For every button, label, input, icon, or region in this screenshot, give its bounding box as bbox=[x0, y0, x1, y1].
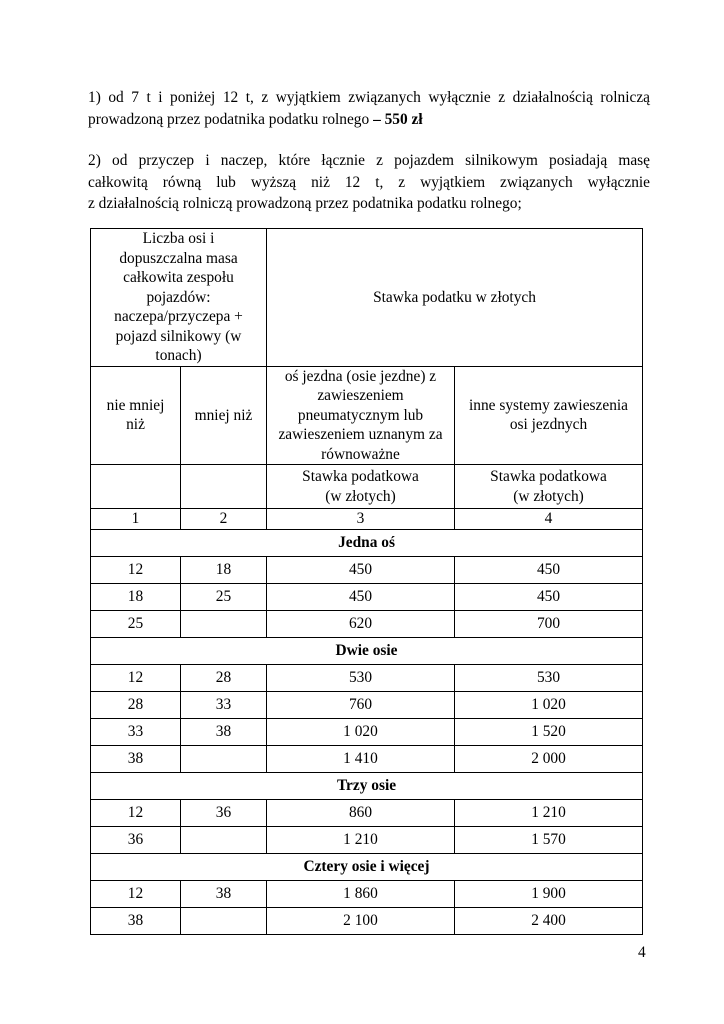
paragraph-2-line-3: z działalnością rolniczą prowadzoną przez podatnika podatku rolnego; bbox=[88, 195, 522, 212]
cell-pneumatic: 1 210 bbox=[267, 826, 455, 853]
column-number: 3 bbox=[267, 509, 455, 530]
cell-pneumatic: 450 bbox=[267, 556, 455, 583]
cell-max: 38 bbox=[181, 718, 267, 745]
column-number: 1 bbox=[91, 509, 181, 530]
cell-pneumatic: 1 860 bbox=[267, 880, 455, 907]
group-header-row bbox=[91, 853, 643, 880]
cell-max: 33 bbox=[181, 691, 267, 718]
paragraph-1 bbox=[88, 87, 650, 130]
cell-other: 1 520 bbox=[455, 718, 643, 745]
mass-header-line: pojazd silnikowy (w bbox=[115, 327, 242, 345]
table-row bbox=[91, 826, 643, 853]
table-row bbox=[91, 799, 643, 826]
pneumatic-header-line: zawieszeniem uznanym za bbox=[278, 426, 443, 443]
cell-max: 38 bbox=[181, 880, 267, 907]
min-header-line: niż bbox=[126, 416, 145, 434]
paragraph-1-amount: – 550 zł bbox=[373, 110, 423, 128]
paragraph-2 bbox=[88, 150, 650, 215]
group-title: Cztery osie i więcej bbox=[91, 853, 643, 880]
cell-pneumatic: 1 410 bbox=[267, 745, 455, 772]
max-header-text: mniej niż bbox=[194, 406, 253, 424]
mass-header-line: tonach) bbox=[155, 347, 202, 364]
column-number: 4 bbox=[455, 509, 643, 530]
min-header-line: nie mniej bbox=[106, 396, 165, 414]
cell-other: 450 bbox=[455, 583, 643, 610]
cell-min: 38 bbox=[91, 745, 181, 772]
cell-min: 28 bbox=[91, 691, 181, 718]
cell-min: 18 bbox=[91, 583, 181, 610]
mass-header-line: dopuszczalna masa bbox=[119, 249, 238, 267]
rate-header-text: Stawka podatku w złotych bbox=[373, 288, 536, 306]
paragraph-1-line-2 bbox=[88, 109, 650, 131]
group-header-row bbox=[91, 529, 643, 556]
pneumatic-header-line: pneumatycznym lub bbox=[297, 406, 424, 424]
cell-other: 1 570 bbox=[455, 826, 643, 853]
cell-pneumatic: 1 020 bbox=[267, 718, 455, 745]
cell-min: 25 bbox=[91, 610, 181, 637]
cell-min: 12 bbox=[91, 556, 181, 583]
cell-max bbox=[181, 745, 267, 772]
cell-pneumatic: 860 bbox=[267, 799, 455, 826]
table-row bbox=[91, 718, 643, 745]
max-header-cell bbox=[181, 366, 267, 465]
empty-cell bbox=[91, 465, 181, 509]
cell-max: 36 bbox=[181, 799, 267, 826]
min-header-cell bbox=[91, 366, 181, 465]
cell-pneumatic: 450 bbox=[267, 583, 455, 610]
paragraph-2-line-2: całkowitą równą lub wyższą niż 12 t, z wyjątkiem związanych wyłącznie bbox=[88, 173, 650, 191]
group-header-row bbox=[91, 772, 643, 799]
other-header-cell bbox=[455, 366, 643, 465]
table-row bbox=[91, 745, 643, 772]
other-header-line: inne systemy zawieszenia bbox=[469, 396, 628, 414]
rate-label-line: (w złotych) bbox=[325, 487, 396, 505]
column-number: 2 bbox=[181, 509, 267, 530]
table-row bbox=[91, 664, 643, 691]
cell-min: 12 bbox=[91, 880, 181, 907]
cell-other: 530 bbox=[455, 664, 643, 691]
empty-cell bbox=[181, 465, 267, 509]
cell-max: 18 bbox=[181, 556, 267, 583]
cell-other: 700 bbox=[455, 610, 643, 637]
rate-label-row bbox=[91, 465, 643, 509]
cell-pneumatic: 530 bbox=[267, 664, 455, 691]
paragraph-1-line-1: 1) od 7 t i poniżej 12 t, z wyjątkiem związanych wyłącznie z działalnością rolniczą bbox=[88, 89, 650, 106]
table-row bbox=[91, 880, 643, 907]
cell-min: 38 bbox=[91, 907, 181, 934]
cell-min: 12 bbox=[91, 664, 181, 691]
pneumatic-header-line: oś jezdna (osie jezdne) z bbox=[284, 367, 437, 385]
rate-label-cell-3 bbox=[267, 465, 455, 509]
paragraph-1-line-2-text: prowadzoną przez podatnika podatku rolnego bbox=[88, 110, 374, 128]
cell-min: 36 bbox=[91, 826, 181, 853]
table-row bbox=[91, 610, 643, 637]
header-row-1 bbox=[91, 229, 643, 367]
group-title: Jedna oś bbox=[91, 529, 643, 556]
cell-pneumatic: 2 100 bbox=[267, 907, 455, 934]
cell-other: 1 020 bbox=[455, 691, 643, 718]
table-row bbox=[91, 691, 643, 718]
cell-max bbox=[181, 826, 267, 853]
table-row bbox=[91, 907, 643, 934]
header-row-2 bbox=[91, 366, 643, 465]
page-number: 4 bbox=[638, 944, 646, 961]
mass-header-line: naczepa/przyczepa + bbox=[114, 308, 243, 325]
pneumatic-header-line: równoważne bbox=[321, 445, 400, 463]
cell-other: 450 bbox=[455, 556, 643, 583]
rate-label-line: (w złotych) bbox=[513, 487, 584, 505]
cell-max: 28 bbox=[181, 664, 267, 691]
table-row bbox=[91, 556, 643, 583]
rate-label-line: Stawka podatkowa bbox=[490, 468, 607, 485]
tax-rate-table-body bbox=[91, 229, 643, 935]
group-title: Dwie osie bbox=[91, 637, 643, 664]
cell-other: 1 210 bbox=[455, 799, 643, 826]
cell-other: 1 900 bbox=[455, 880, 643, 907]
cell-max bbox=[181, 907, 267, 934]
cell-other: 2 000 bbox=[455, 745, 643, 772]
rate-header-cell bbox=[267, 229, 643, 367]
paragraph-2-line-1: 2) od przyczep i naczep, które łącznie z pojazdem silnikowym posiadają masę bbox=[88, 152, 650, 169]
tax-rate-table bbox=[90, 228, 643, 935]
mass-header-cell bbox=[91, 229, 267, 367]
cell-other: 2 400 bbox=[455, 907, 643, 934]
pneumatic-header-cell bbox=[267, 366, 455, 465]
mass-header-line: Liczba osi i bbox=[142, 230, 215, 247]
group-title: Trzy osie bbox=[91, 772, 643, 799]
pneumatic-header-line: zawieszeniem bbox=[317, 387, 404, 404]
cell-pneumatic: 620 bbox=[267, 610, 455, 637]
cell-min: 33 bbox=[91, 718, 181, 745]
column-number-row bbox=[91, 509, 643, 530]
group-header-row bbox=[91, 637, 643, 664]
cell-min: 12 bbox=[91, 799, 181, 826]
rate-label-cell-4 bbox=[455, 465, 643, 509]
mass-header-line: całkowita zespołu bbox=[123, 269, 234, 286]
cell-max bbox=[181, 610, 267, 637]
rate-label-line: Stawka podatkowa bbox=[302, 468, 419, 485]
table-row bbox=[91, 583, 643, 610]
other-header-line: osi jezdnych bbox=[509, 416, 588, 434]
cell-max: 25 bbox=[181, 583, 267, 610]
mass-header-line: pojazdów: bbox=[146, 288, 211, 306]
cell-pneumatic: 760 bbox=[267, 691, 455, 718]
